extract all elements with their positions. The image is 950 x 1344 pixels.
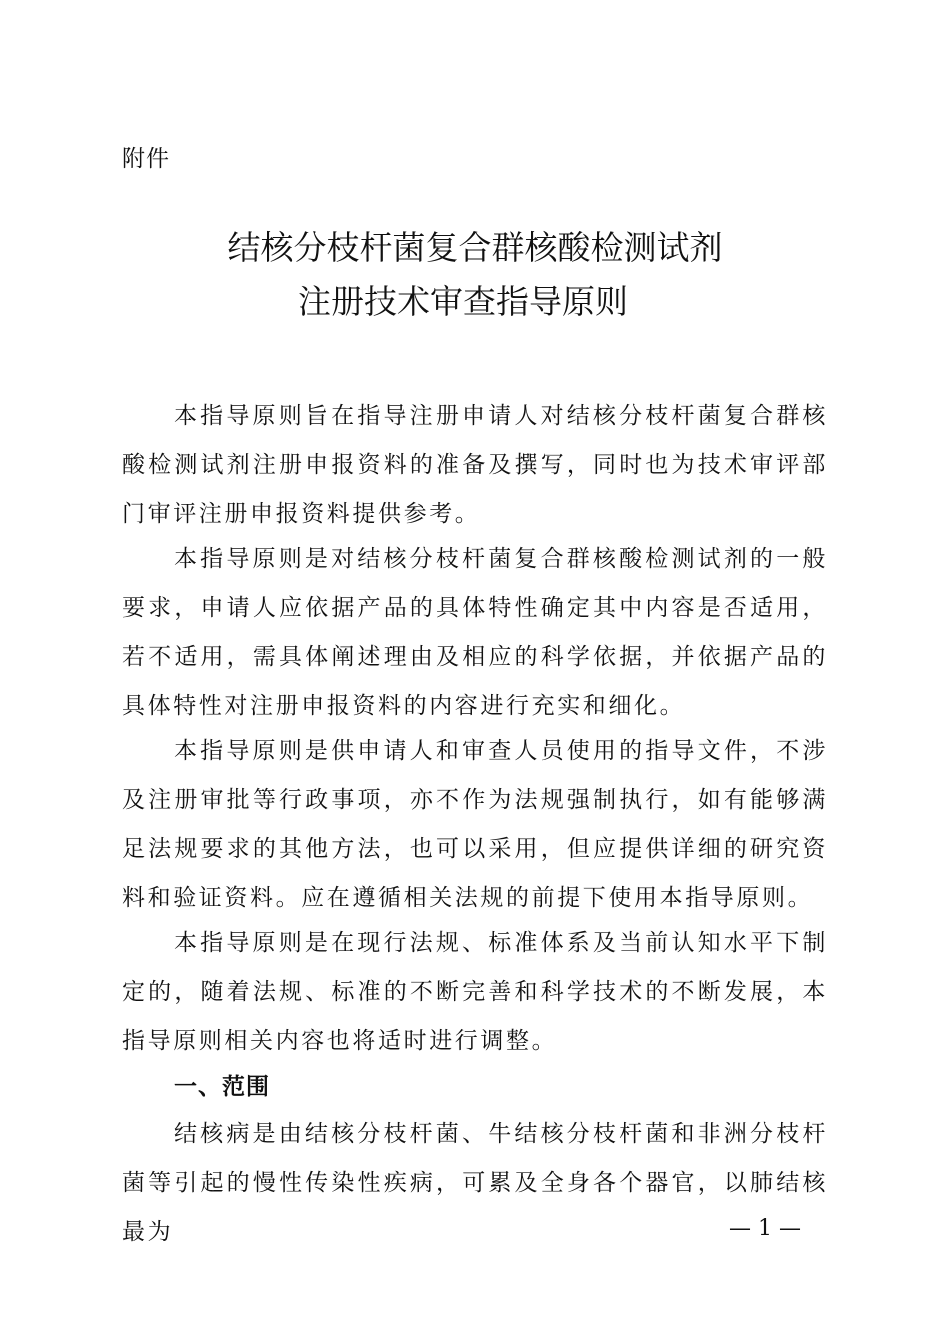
paragraph-revision-note: 本指导原则是在现行法规、标准体系及当前认知水平下制定的，随着法规、标准的不断完善和科学技术的不断发展，本指导原则相关内容也将适时进行调整。 [122,930,828,1054]
page-number: — 1 — [729,1216,801,1241]
paragraph-usage-scope: 本指导原则是供申请人和审查人员使用的指导文件，不涉及注册审批等行政事项，亦不作为法规强制执行，如有能够满足法规要求的其他方法，也可以采用，但应提供详细的研究资料和验证资料。应在遵循相关法规的前提下使用本指导原则。 [122,738,828,911]
document-title-line-2: 注册技术审查指导原则 [298,282,628,321]
paragraph-purpose: 本指导原则旨在指导注册申请人对结核分枝杆菌复合群核酸检测试剂注册申报资料的准备及撰写，同时也为技术审评部门审评注册申报资料提供参考。 [122,403,828,527]
paragraph-general-requirements: 本指导原则是对结核分枝杆菌复合群核酸检测试剂的一般要求，申请人应依据产品的具体特性确定其中内容是否适用，若不适用，需具体阐述理由及相应的科学依据，并依据产品的具体特性对注册申报资料的内容进行充实和细化。 [122,546,828,719]
document-title-line-1: 结核分枝杆菌复合群核酸检测试剂 [227,228,723,267]
section-heading-scope: 一、范围 [174,1074,270,1100]
paragraph-scope-intro: 结核病是由结核分枝杆菌、牛结核分枝杆菌和非洲分枝杆菌等引起的慢性传染性疾病，可累及全身各个器官，以肺结核最为 [122,1121,828,1245]
attachment-label: 附件 [122,146,170,172]
